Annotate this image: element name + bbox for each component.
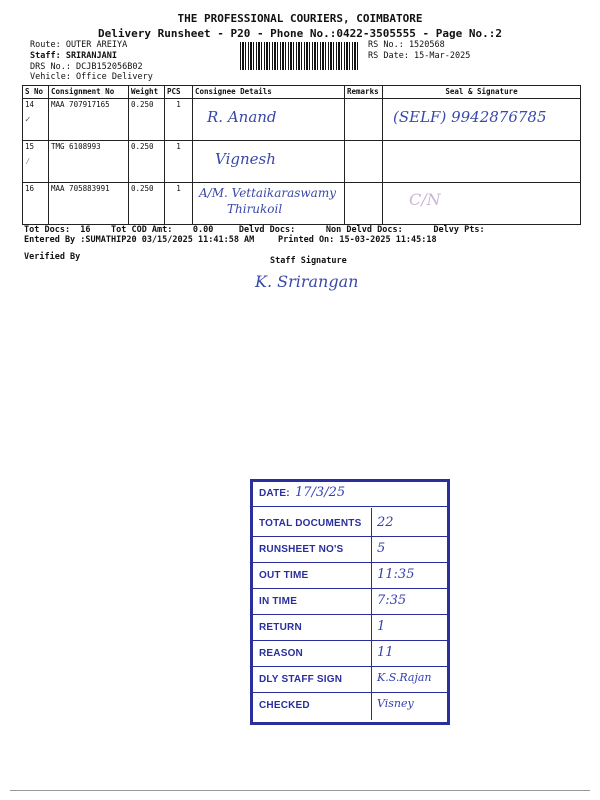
stamp-row <box>253 694 447 718</box>
stamp-row-label: DLY STAFF SIGN <box>259 674 343 685</box>
route-label: Route: OUTER AREIYA <box>30 40 128 50</box>
stamp-date-label: DATE: <box>259 488 290 499</box>
cell-remarks <box>345 141 383 183</box>
cell-weight: 0.250 <box>129 183 165 225</box>
company-title: THE PROFESSIONAL COURIERS, COIMBATORE <box>177 12 423 25</box>
stamp-row-value: 1 <box>377 619 386 634</box>
cell-consignment: MAA 705883991 <box>49 183 129 225</box>
stamp-row-label: OUT TIME <box>259 570 309 581</box>
stamp-row-label: TOTAL DOCUMENTS <box>259 518 362 529</box>
cell-consignment: TMG 6108993 <box>49 141 129 183</box>
page-bottom-line <box>10 790 590 791</box>
stamp-row-value: K.S.Rajan <box>377 671 432 684</box>
rs-date: RS Date: 15-Mar-2025 <box>368 51 471 61</box>
cell-pcs: 1 <box>165 99 193 141</box>
col-header-sno: S No <box>23 86 49 99</box>
cell-consignee: R. Anand <box>193 99 345 141</box>
delivery-stamp <box>250 479 450 725</box>
stamp-row-label: RUNSHEET NO'S <box>259 544 344 555</box>
col-header-weight: Weight <box>129 86 165 99</box>
stamp-row <box>253 564 447 589</box>
cell-pcs: 1 <box>165 141 193 183</box>
cell-weight: 0.250 <box>129 141 165 183</box>
cell-sno: 16 <box>23 183 49 225</box>
check-mark-icon: ✓ <box>25 115 31 125</box>
cell-consignment: MAA 707917165 <box>49 99 129 141</box>
col-header-consignment: Consignment No <box>49 86 129 99</box>
check-mark-icon: ⁄ <box>25 157 31 167</box>
table-row <box>23 183 581 225</box>
stamp-row <box>253 616 447 641</box>
barcode <box>240 42 360 70</box>
cell-signature: (SELF) 9942876785 <box>383 99 581 141</box>
col-header-consignee: Consignee Details <box>193 86 345 99</box>
totals-line: Tot Docs: 16 Tot COD Amt: 0.00 Delvd Docs: Non Delvd Docs: Delvy Pts: <box>24 225 485 235</box>
stamp-row-value: Visney <box>377 697 414 710</box>
stamp-row-label: IN TIME <box>259 596 298 607</box>
stamp-row <box>253 590 447 615</box>
stamp-date-value: 17/3/25 <box>295 485 346 500</box>
cell-consignee: A/M. Vettaikaraswamy Thirukoil <box>193 183 345 225</box>
cell-remarks <box>345 183 383 225</box>
entered-by: Entered By :SUMATHIP20 03/15/2025 11:41:58 AM <box>24 235 255 245</box>
stamp-row-label: CHECKED <box>259 700 310 711</box>
stamp-row-value: 5 <box>377 541 386 556</box>
cell-pcs: 1 <box>165 183 193 225</box>
cell-signature <box>383 141 581 183</box>
cell-remarks <box>345 99 383 141</box>
stamp-row <box>253 512 447 537</box>
cell-sno: 15 ⁄ <box>23 141 49 183</box>
stamp-date-row <box>253 482 447 507</box>
printed-on: Printed On: 15-03-2025 11:45:18 <box>278 235 437 245</box>
staff-label: Staff: SRIRANJANI <box>30 51 117 61</box>
verified-by-label: Verified By <box>24 252 81 262</box>
cell-consignee: Vignesh <box>193 141 345 183</box>
stamp-row-label: RETURN <box>259 622 302 633</box>
rs-number: RS No.: 1520568 <box>368 40 445 50</box>
vehicle-label: Vehicle: Office Delivery <box>30 72 153 82</box>
table-row <box>23 99 581 141</box>
stamp-row <box>253 538 447 563</box>
col-header-remarks: Remarks <box>345 86 383 99</box>
col-header-signature: Seal & Signature <box>383 86 581 99</box>
stamp-row-label: REASON <box>259 648 303 659</box>
stamp-row-value: 11 <box>377 645 394 660</box>
stamp-row-value: 11:35 <box>377 567 415 582</box>
staff-signature-label: Staff Signature <box>270 256 347 266</box>
runsheet-title: Delivery Runsheet - P20 - Phone No.:0422-3505555 - Page No.:2 <box>98 27 502 40</box>
stamp-row-value: 22 <box>377 515 394 530</box>
col-header-pcs: PCS <box>165 86 193 99</box>
cell-weight: 0.250 <box>129 99 165 141</box>
stamp-row <box>253 642 447 667</box>
stamp-row-value: 7:35 <box>377 593 407 608</box>
staff-signature: K. Srirangan <box>255 272 359 291</box>
cell-signature: C/N <box>383 183 581 225</box>
drs-number: DRS No.: DCJB152056B02 <box>30 62 143 72</box>
table-row <box>23 141 581 183</box>
cell-sno: 14 ✓ <box>23 99 49 141</box>
runsheet-table <box>22 85 581 225</box>
stamp-row <box>253 668 447 693</box>
